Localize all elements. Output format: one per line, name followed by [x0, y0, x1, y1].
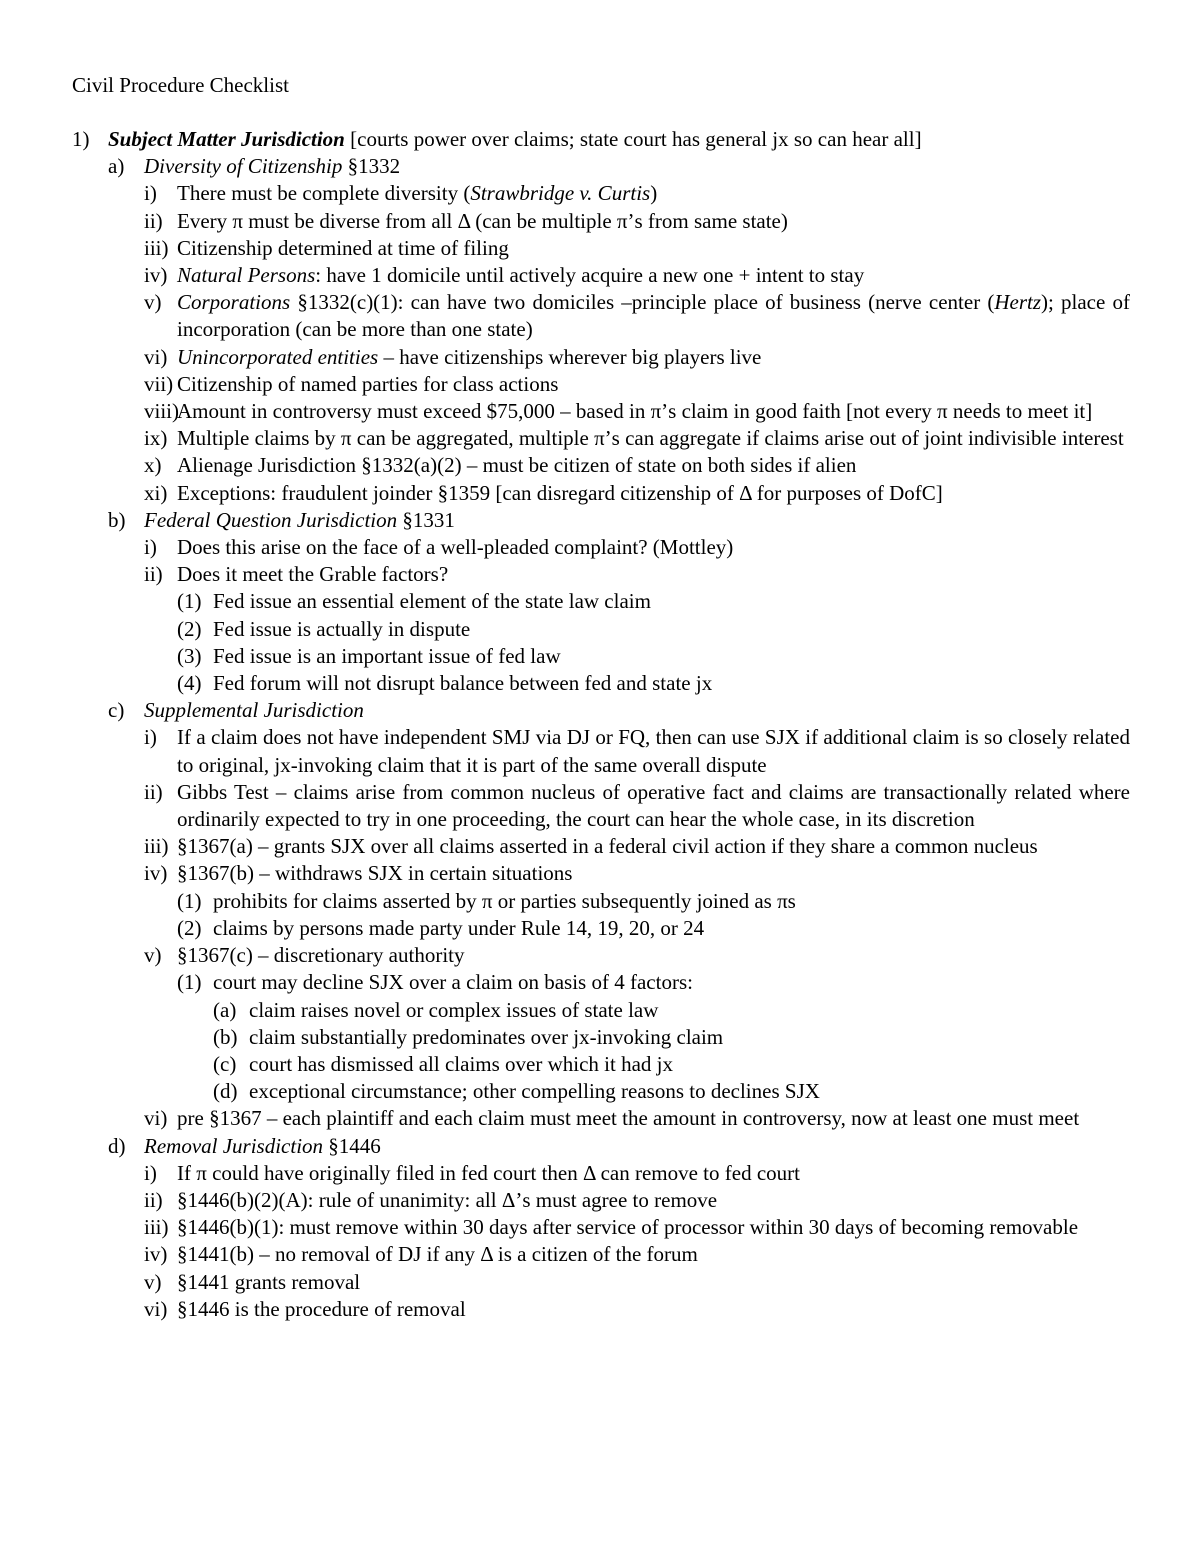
item-text — [177, 561, 1130, 588]
item-text — [213, 643, 1130, 670]
text-run: Does it meet the Grable factors? — [177, 562, 449, 587]
item-number: ii) — [144, 779, 163, 804]
text-run: If π could have originally filed in fed court then Δ can remove to fed court — [177, 1160, 800, 1185]
item-text — [177, 1105, 1130, 1132]
item-text — [213, 888, 1130, 915]
text-run: Unincorporated entities — [177, 344, 379, 369]
outline-item — [72, 398, 1130, 425]
text-run: Fed issue an essential element of the state law claim — [213, 589, 651, 614]
outline-item — [72, 208, 1130, 235]
item-number: ii) — [144, 562, 163, 587]
item-number: c) — [108, 698, 125, 723]
text-run: Fed issue is actually in dispute — [213, 616, 471, 641]
item-text — [144, 153, 1130, 180]
text-run: Alienage Jurisdiction §1332(a)(2) – must be citizen of state on both sides if alien — [177, 453, 857, 478]
item-text — [249, 1024, 1130, 1051]
text-run: §1332(c)(1): can have two domiciles –principle place of business (nerve center ( — [290, 290, 995, 315]
text-run: Fed issue is an important issue of fed law — [213, 643, 561, 668]
outline-item — [72, 697, 1130, 724]
text-run: §1332 — [342, 154, 401, 179]
text-run: ) — [650, 181, 658, 206]
outline-item — [72, 235, 1130, 262]
item-number: (1) — [177, 589, 202, 614]
text-run: §1441 grants removal — [177, 1269, 361, 1294]
text-run: If a claim does not have independent SMJ via DJ or FQ, then can use SJX if additional claim is so closely related to original, jx-invoking claim that it is part of the same overall dispute — [177, 725, 1130, 777]
item-text — [177, 1241, 1130, 1268]
text-run: court has dismissed all claims over which it had jx — [249, 1051, 673, 1076]
item-number: 1) — [72, 127, 90, 151]
item-number: v) — [144, 1269, 162, 1294]
item-text — [177, 344, 1130, 371]
text-run: There must be complete diversity ( — [177, 181, 471, 206]
outline-item — [72, 561, 1130, 588]
outline-item — [72, 1214, 1130, 1241]
outline-item — [72, 425, 1130, 452]
outline-item — [72, 180, 1130, 207]
outline-item — [72, 289, 1130, 343]
item-number: iv) — [144, 263, 168, 288]
item-number: vi) — [144, 1296, 168, 1321]
item-text — [177, 1296, 1130, 1323]
item-text — [213, 616, 1130, 643]
item-text — [144, 697, 1130, 724]
text-run: §1331 — [397, 507, 455, 532]
outline-item — [72, 1241, 1130, 1268]
text-run: claim substantially predominates over jx-invoking claim — [249, 1024, 724, 1049]
item-number: iii) — [144, 1215, 169, 1240]
outline-item — [72, 1133, 1130, 1160]
outline-item — [72, 588, 1130, 615]
outline-item — [72, 1024, 1130, 1051]
item-number: iv) — [144, 861, 168, 886]
text-run: Exceptions: fraudulent joinder §1359 [can disregard citizenship of Δ for purposes of DofC] — [177, 480, 943, 505]
item-text — [213, 670, 1130, 697]
outline-item — [72, 616, 1130, 643]
item-number: (d) — [213, 1079, 238, 1104]
outline-item — [72, 1269, 1130, 1296]
item-text — [213, 588, 1130, 615]
item-text — [177, 942, 1130, 969]
text-run: §1367(b) – withdraws SJX in certain situations — [177, 861, 573, 886]
item-number: vi) — [144, 1106, 168, 1131]
item-text — [177, 235, 1130, 262]
item-text — [177, 262, 1130, 289]
item-text — [177, 724, 1130, 778]
item-text — [177, 779, 1130, 833]
outline-item — [72, 942, 1130, 969]
document-title: Civil Procedure Checklist — [72, 73, 289, 97]
outline-item — [72, 262, 1130, 289]
item-number: viii) — [144, 399, 179, 424]
outline-item — [72, 480, 1130, 507]
item-number: xi) — [144, 480, 168, 505]
item-text — [249, 997, 1130, 1024]
text-run: Diversity of Citizenship — [144, 154, 343, 179]
item-text — [177, 1214, 1130, 1241]
outline-item — [72, 1105, 1130, 1132]
text-run: §1441(b) – no removal of DJ if any Δ is a citizen of the forum — [177, 1242, 698, 1267]
text-run: §1446 is the procedure of removal — [177, 1296, 466, 1321]
item-number: (1) — [177, 970, 202, 995]
item-number: i) — [144, 725, 157, 750]
item-text — [177, 534, 1130, 561]
outline-item — [72, 1160, 1130, 1187]
text-run: [courts power over claims; state court has general jx so can hear all] — [344, 127, 922, 151]
item-text — [177, 452, 1130, 479]
item-number: v) — [144, 943, 162, 968]
text-run: Every π must be diverse from all Δ (can be multiple π’s from same state) — [177, 208, 788, 233]
outline-item — [72, 126, 1130, 153]
item-number: vii) — [144, 371, 174, 396]
text-run: Federal Question Jurisdiction — [144, 507, 398, 532]
text-run: Citizenship determined at time of filing — [177, 235, 509, 260]
item-text — [213, 915, 1130, 942]
item-text — [177, 480, 1130, 507]
outline-item — [72, 452, 1130, 479]
text-run: §1367(c) – discretionary authority — [177, 943, 465, 968]
item-number: (3) — [177, 643, 202, 668]
text-run: claims by persons made party under Rule 14, 19, 20, or 24 — [213, 915, 705, 940]
item-number: (b) — [213, 1024, 238, 1049]
text-run: Strawbridge v. Curtis — [470, 181, 651, 206]
outline-item — [72, 888, 1130, 915]
text-run: Gibbs Test – claims arise from common nucleus of operative fact and claims are transactionally related where ordinarily expected to try in one proceeding, the court can hear the whole case, in its discretion — [177, 779, 1130, 832]
item-text — [177, 1160, 1130, 1187]
item-number: b) — [108, 507, 126, 532]
outline-item — [72, 534, 1130, 561]
item-number: d) — [108, 1133, 126, 1158]
item-number: vi) — [144, 344, 168, 369]
item-text — [177, 1187, 1130, 1214]
item-number: iii) — [144, 235, 169, 260]
outline-item — [72, 670, 1130, 697]
outline-item — [72, 833, 1130, 860]
outline-item — [72, 915, 1130, 942]
item-text — [177, 398, 1130, 425]
outline-item — [72, 1078, 1130, 1105]
text-run: pre §1367 – each plaintiff and each claim must meet the amount in controversy, now at least one must meet — [177, 1106, 1080, 1131]
text-run: ); place of incorporation (can be more than one state) — [177, 290, 1130, 342]
text-run: prohibits for claims asserted by π or parties subsequently joined as πs — [213, 888, 796, 913]
text-run: Corporations — [177, 290, 291, 315]
item-number: x) — [144, 453, 162, 478]
item-number: v) — [144, 290, 162, 315]
text-run: §1446(b)(2)(A): rule of unanimity: all Δ’s must agree to remove — [177, 1187, 718, 1212]
outline-item — [72, 724, 1130, 778]
item-text — [213, 969, 1130, 996]
item-text — [249, 1051, 1130, 1078]
text-run: exceptional circumstance; other compelling reasons to declines SJX — [249, 1079, 820, 1104]
item-number: ix) — [144, 426, 168, 451]
checklist-outline — [72, 126, 1130, 1323]
item-number: ii) — [144, 1187, 163, 1212]
item-number: (c) — [213, 1051, 237, 1076]
item-text — [177, 1269, 1130, 1296]
text-run: Multiple claims by π can be aggregated, multiple π’s can aggregate if claims arise out of joint indivisible interest — [177, 426, 1124, 451]
item-number: (2) — [177, 616, 202, 641]
item-number: (a) — [213, 997, 237, 1022]
item-number: iii) — [144, 834, 169, 859]
text-run: §1446 — [323, 1133, 381, 1158]
item-text — [177, 289, 1130, 343]
item-text — [177, 371, 1130, 398]
item-text — [144, 507, 1130, 534]
item-number: ii) — [144, 208, 163, 233]
item-text — [108, 126, 1130, 153]
item-text — [177, 833, 1130, 860]
item-number: (2) — [177, 915, 202, 940]
item-number: i) — [144, 181, 157, 206]
outline-item — [72, 1296, 1130, 1323]
item-text — [177, 180, 1130, 207]
text-run: Citizenship of named parties for class actions — [177, 371, 559, 396]
text-run: Removal Jurisdiction — [144, 1133, 324, 1158]
outline-item — [72, 153, 1130, 180]
text-run: – have citizenships wherever big players live — [378, 344, 762, 369]
item-text — [177, 425, 1130, 452]
text-run: Amount in controversy must exceed $75,000 – based in π’s claim in good faith [not every π needs to meet it] — [177, 399, 1093, 424]
item-number: iv) — [144, 1242, 168, 1267]
outline-item — [72, 969, 1130, 996]
item-text — [249, 1078, 1130, 1105]
text-run: Subject Matter Jurisdiction — [108, 127, 345, 151]
text-run: Hertz — [994, 290, 1042, 315]
outline-item — [72, 643, 1130, 670]
text-run: §1446(b)(1): must remove within 30 days after service of processor within 30 days of becoming removable — [177, 1215, 1079, 1240]
text-run: Supplemental Jurisdiction — [144, 698, 364, 723]
item-text — [177, 860, 1130, 887]
item-text — [144, 1133, 1130, 1160]
outline-item — [72, 997, 1130, 1024]
outline-item — [72, 1051, 1130, 1078]
outline-item — [72, 344, 1130, 371]
item-number: a) — [108, 154, 125, 179]
item-number: (4) — [177, 671, 202, 696]
item-number: i) — [144, 535, 157, 560]
outline-item — [72, 507, 1130, 534]
text-run: Fed forum will not disrupt balance between fed and state jx — [213, 671, 713, 696]
outline-item — [72, 1187, 1130, 1214]
item-text — [177, 208, 1130, 235]
item-number: i) — [144, 1160, 157, 1185]
outline-item — [72, 779, 1130, 833]
text-run: §1367(a) – grants SJX over all claims asserted in a federal civil action if they share a common nucleus — [177, 834, 1038, 859]
outline-item — [72, 860, 1130, 887]
text-run: : have 1 domicile until actively acquire a new one + intent to stay — [315, 263, 865, 288]
text-run: court may decline SJX over a claim on basis of 4 factors: — [213, 970, 693, 995]
text-run: Does this arise on the face of a well-pleaded complaint? (Mottley) — [177, 535, 734, 560]
item-number: (1) — [177, 888, 202, 913]
text-run: Natural Persons — [177, 263, 316, 288]
outline-item — [72, 371, 1130, 398]
text-run: claim raises novel or complex issues of state law — [249, 997, 659, 1022]
